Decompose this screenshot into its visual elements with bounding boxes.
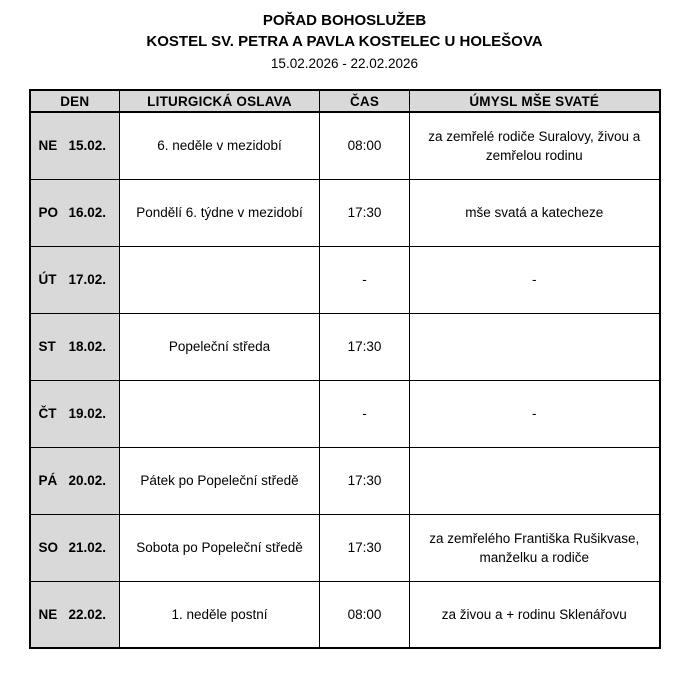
day-date: 20.02. [68, 473, 107, 488]
intention-cell: mše svatá a katecheze [410, 179, 660, 246]
day-cell [30, 179, 120, 246]
celebration-cell: Popeleční středa [120, 313, 320, 380]
day-abbr: PÁ [38, 473, 58, 488]
table-row [30, 246, 660, 313]
day-date: 16.02. [68, 205, 107, 220]
day-cell [30, 380, 120, 447]
time-cell: 17:30 [320, 447, 410, 514]
day-abbr: ST [38, 339, 56, 354]
time-cell: - [320, 380, 410, 447]
celebration-cell [120, 246, 320, 313]
day-date: 19.02. [68, 406, 107, 421]
table-row [30, 447, 660, 514]
schedule-table [29, 89, 661, 649]
day-cell [30, 581, 120, 648]
page-title: POŘAD BOHOSLUŽEB [262, 12, 427, 29]
table-header-row [30, 90, 660, 112]
time-cell: 17:30 [320, 313, 410, 380]
column-header-day: DEN [30, 90, 120, 112]
celebration-cell: 1. neděle postní [120, 581, 320, 648]
intention-cell: za živou a + rodinu Sklenářovu [410, 581, 660, 648]
time-cell: 17:30 [320, 514, 410, 581]
day-abbr: ČT [38, 406, 57, 421]
celebration-cell: Pondělí 6. týdne v mezidobí [120, 179, 320, 246]
intention-cell: za zemřelého Františka Rušikvase, manželku a rodiče [410, 514, 660, 581]
table-row [30, 581, 660, 648]
time-cell: - [320, 246, 410, 313]
day-cell [30, 313, 120, 380]
table-row [30, 380, 660, 447]
table-row [30, 514, 660, 581]
celebration-cell: Pátek po Popeleční středě [120, 447, 320, 514]
day-cell [30, 447, 120, 514]
page-subtitle: KOSTEL SV. PETRA A PAVLA KOSTELEC U HOLEŠOVA [146, 33, 543, 50]
date-range: 15.02.2026 - 22.02.2026 [270, 56, 419, 71]
day-cell [30, 112, 120, 179]
day-date: 22.02. [68, 606, 107, 622]
day-abbr: NE [38, 138, 58, 154]
day-date: 15.02. [68, 138, 107, 154]
time-cell: 17:30 [320, 179, 410, 246]
day-cell [30, 514, 120, 581]
intention-cell [410, 313, 660, 380]
intention-cell [410, 447, 660, 514]
day-date: 18.02. [68, 339, 107, 354]
celebration-cell [120, 380, 320, 447]
time-cell: 08:00 [320, 112, 410, 179]
celebration-cell: Sobota po Popeleční středě [120, 514, 320, 581]
column-header-intention: ÚMYSL MŠE SVATÉ [410, 90, 660, 112]
day-date: 17.02. [68, 272, 107, 287]
intention-cell: - [410, 380, 660, 447]
intention-cell: - [410, 246, 660, 313]
day-date: 21.02. [68, 540, 107, 555]
column-header-celebration: LITURGICKÁ OSLAVA [120, 90, 320, 112]
day-abbr: NE [38, 606, 58, 622]
column-header-time: ČAS [320, 90, 410, 112]
table-row [30, 179, 660, 246]
day-cell [30, 246, 120, 313]
day-abbr: PO [38, 205, 59, 220]
time-cell: 08:00 [320, 581, 410, 648]
day-abbr: ÚT [38, 272, 57, 287]
day-abbr: SO [38, 540, 59, 555]
table-row [30, 313, 660, 380]
table-row [30, 112, 660, 179]
intention-cell: za zemřelé rodiče Suralovy, živou a zemřelou rodinu [410, 112, 660, 179]
celebration-cell: 6. neděle v mezidobí [120, 112, 320, 179]
